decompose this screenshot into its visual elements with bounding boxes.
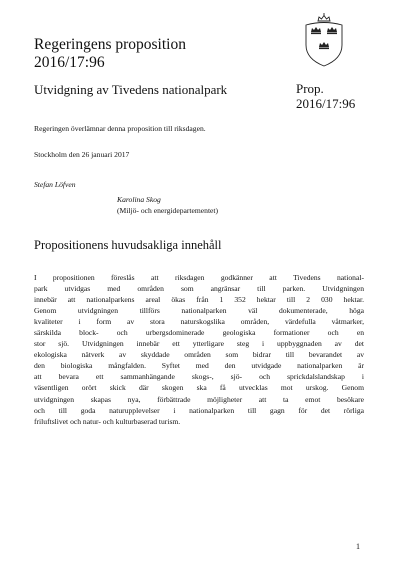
document-title [34,36,186,72]
paragraph-line: särskilda block- och urbergsdominerade geologiska formationer och en [34,328,364,338]
section-heading: Propositionens huvudsakliga innehåll [34,238,222,252]
proposition-reference [296,82,355,111]
proposition-subtitle: Utvidgning av Tivedens nationalpark [34,82,228,97]
paragraph-line: och till goda naturupplevelser i nationalparken till gagn för det rörliga [34,405,364,415]
signature-minister: Karolina Skog [117,195,161,204]
paragraph-line: stor sjö. Utvidgningen innebär ett ytterligare steg i uppbyggnaden av det [34,339,364,349]
paragraph-line: park utvidgas med områden som angränsar till parken. Utvidgningen [34,284,364,294]
title-line-1: Regeringens proposition [34,36,186,53]
paragraph-line: Genom utvidgningen tillförs nationalparken väl dokumenterade, höga [34,306,364,316]
paragraph-line: ekologiska nätverk av skyddade områden som bidrar till bevarandet av [34,350,364,360]
paragraph-line: I propositionen föreslås att riksdagen godkänner att Tivedens national- [34,273,364,282]
paragraph-line: väsentligen orört skick där skogen ska få utvecklas mot urskog. Genom [34,383,364,393]
prop-label: Prop. [296,81,324,96]
page-number: 1 [356,542,360,551]
paragraph-line: friluftslivet och natur- och kulturbaserad turism. [34,416,181,426]
paragraph-line: innebär att nationalparkens areal ökas från 1 352 hektar till 2 030 hektar. [34,295,364,305]
intro-text: Regeringen överlämnar denna proposition till riksdagen. [34,124,206,133]
summary-paragraph [34,272,364,427]
prop-number: 2016/17:96 [296,95,356,111]
paragraph-line: den biologiska mångfalden. Syftet med den utvidgade nationalparken är [34,361,364,371]
paragraph-line: att bevara ett sammanhängande skogs-, sjö- och sprickdalslandskap i [34,372,364,382]
swedish-three-crowns-emblem-icon [296,12,352,68]
place-date: Stockholm den 26 januari 2017 [34,150,130,159]
paragraph-line: kvaliteter i form av stora naturskogslika områden, värdefulla våtmarker, [34,317,364,327]
title-line-2: 2016/17:96 [34,54,105,71]
signature-prime-minister: Stefan Löfven [34,180,76,189]
signature-department: (Miljö- och energidepartementet) [117,206,219,215]
paragraph-line: utvidgningen skapas nya, förbättrade möjligheter att ta emot besökare [34,394,364,404]
